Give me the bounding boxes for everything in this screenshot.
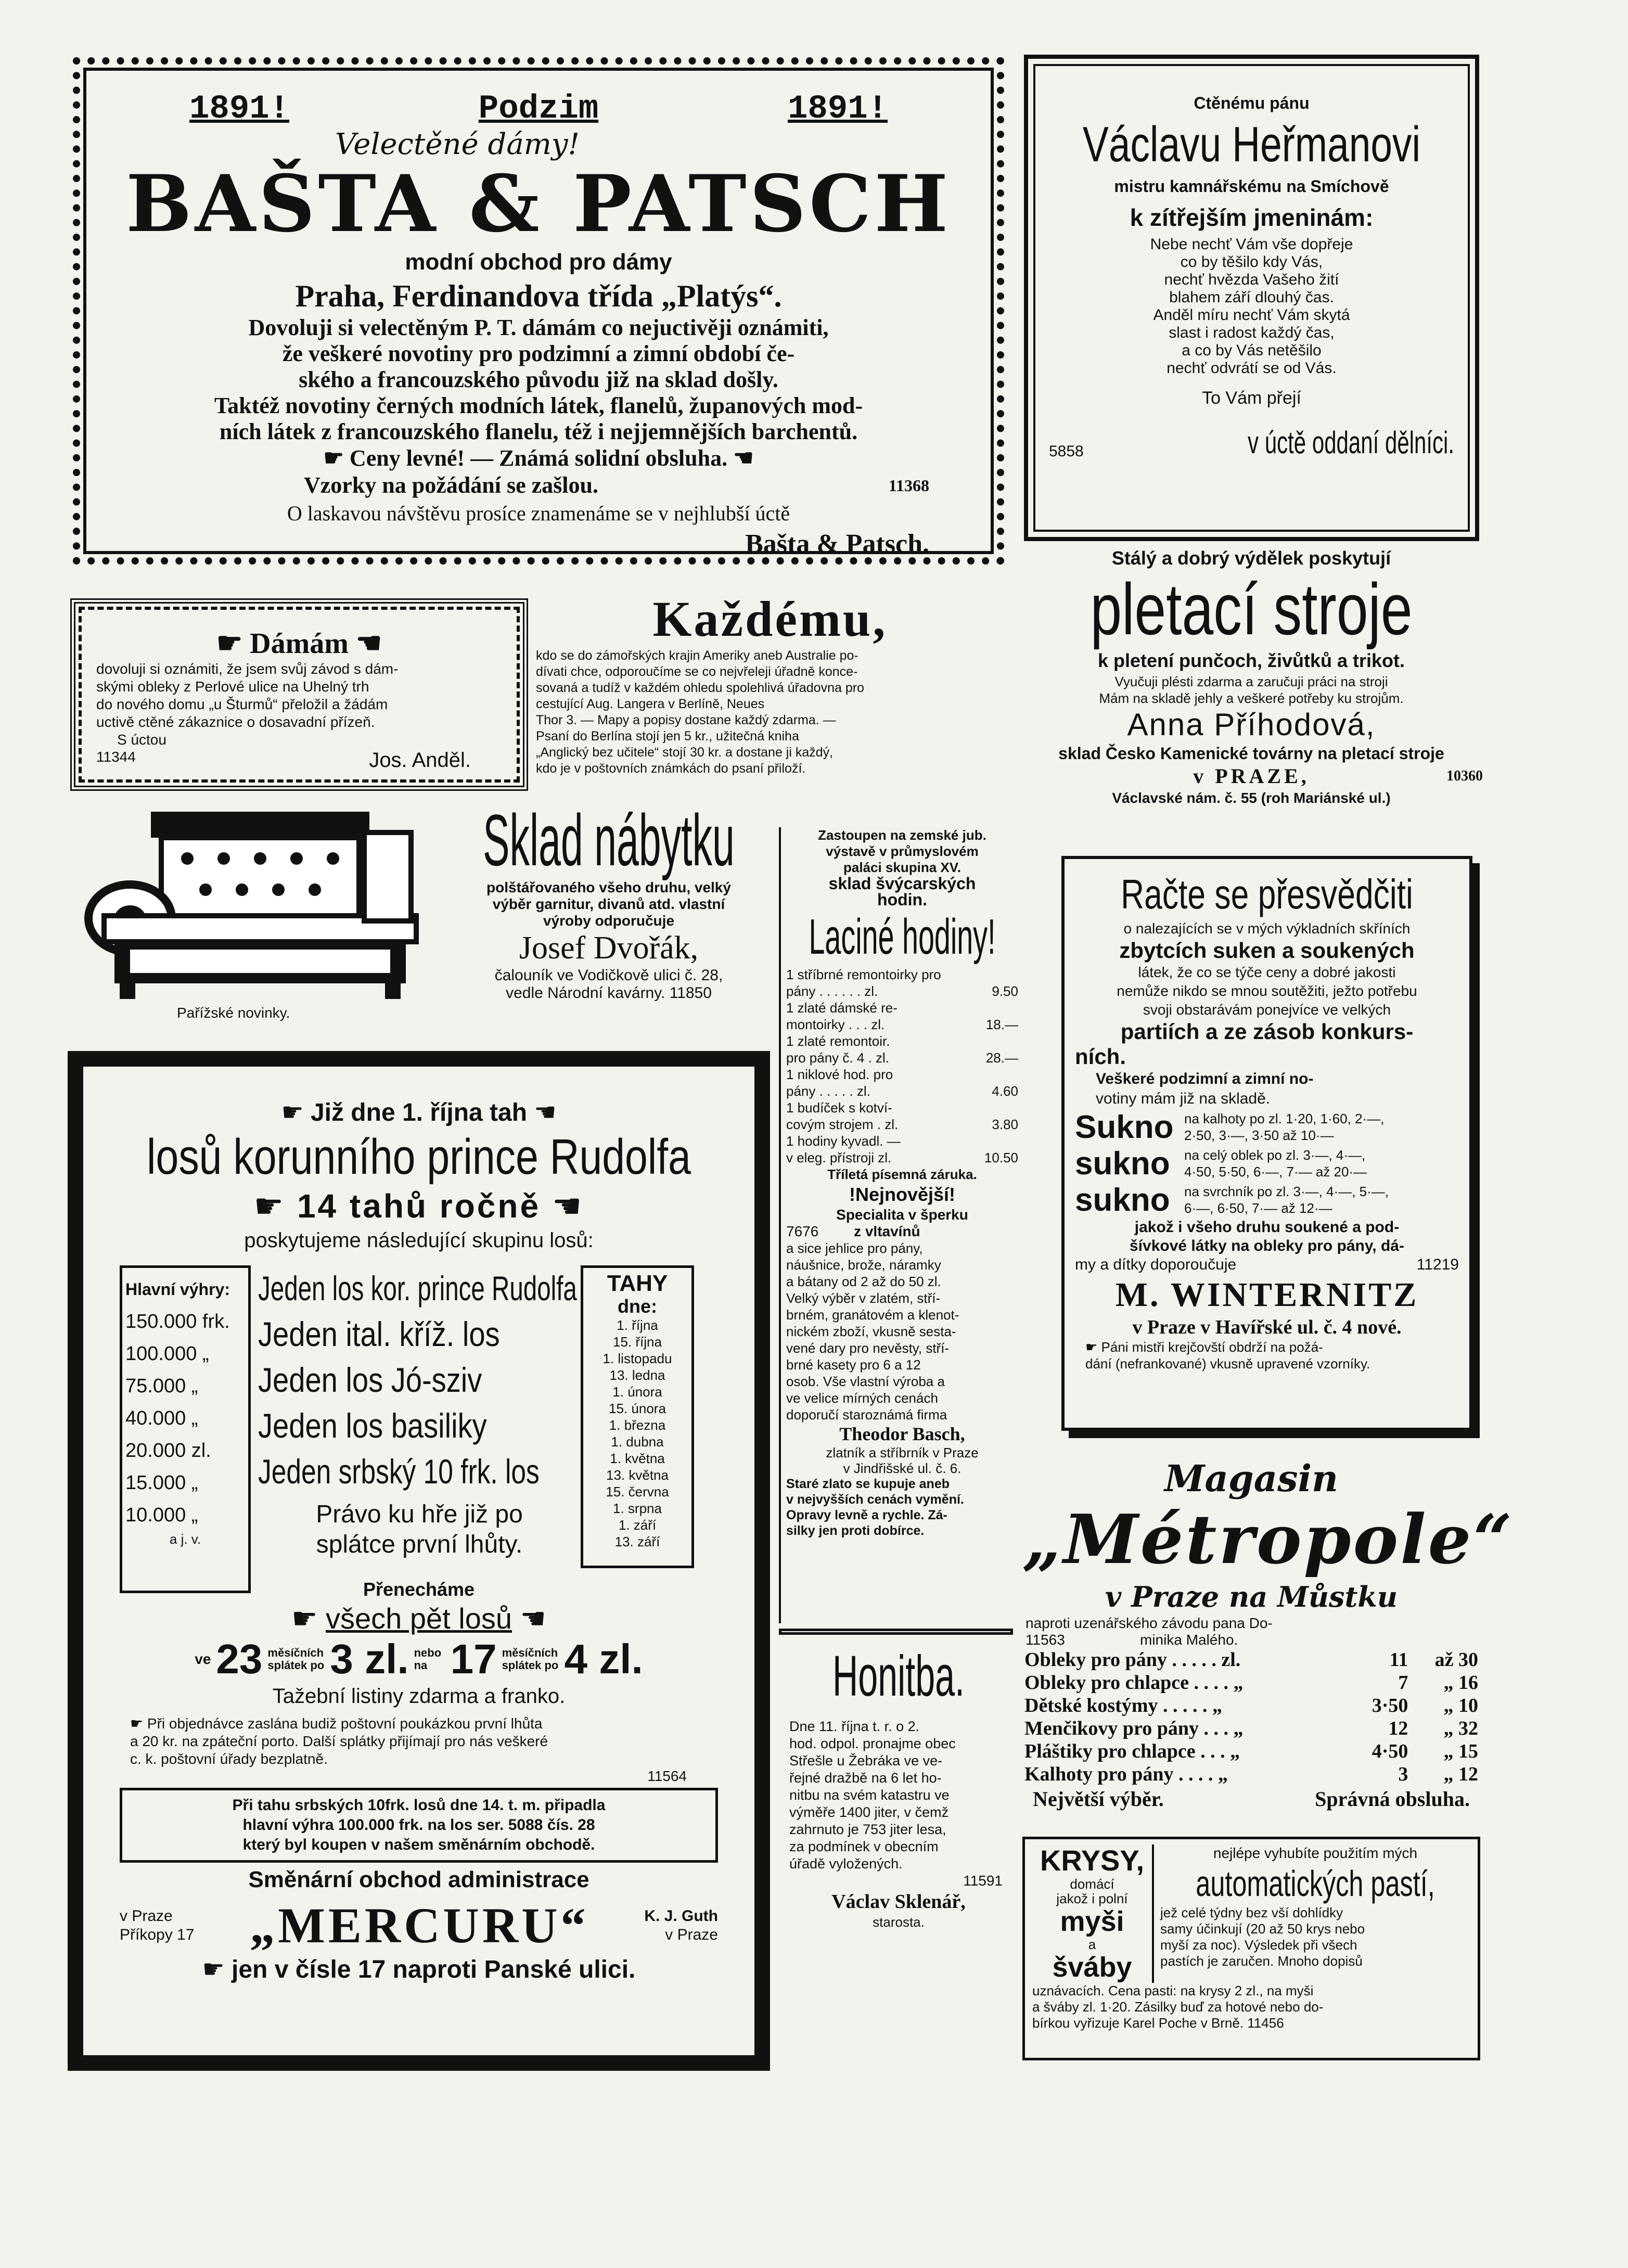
hodiny-ad: [779, 827, 1018, 1623]
damam-title: Dámám: [250, 627, 349, 660]
text-top: nejlépe vyhubíte použitím mých: [1213, 1845, 1418, 1861]
header: Stálý a dobrý výdělek poskytují: [1111, 547, 1391, 569]
prices-note: Ceny levné! — Známá solidní obsluha.: [349, 445, 728, 471]
table-row: Kalhoty pro pány . . . . „ 3 „ 12: [1024, 1763, 1478, 1785]
address-2: vedle Národní kavárny.: [506, 984, 665, 1002]
kazdemu-text: kdo se do zámořských krajin Ameriky aneb Australie po- dívati chce, odporoučíme se co nejvřeleji úřadně konce- sovaná a tudíž v každém ohledu spolehlivá úřadovna pro cestující Aug. Langera v Berlíně, Neues Thor 3. — Mapy a popisy dostane každý zdarma. — Psaní do Berlína stojí jen 5 kr., užitečná kniha „Anglický bez učitele“ stojí 30 kr. a dostane ji každý, kdo je v poštovních známkách do psaní přiloží.: [536, 648, 864, 776]
exhibition-note: Zastoupen na zemské jub. výstavě v průmyslovém paláci skupina XV. sklad švýcarských hodin.: [818, 827, 986, 909]
title: losů korunního prince Rudolfa: [147, 1129, 691, 1185]
shop-type: modní obchod pro dámy: [405, 249, 672, 275]
addressee-name: Václavu Heřmanovi: [1082, 117, 1421, 172]
jeweler-name: Theodor Basch,: [839, 1424, 965, 1444]
guth: K. J. Guth: [644, 1907, 718, 1925]
year-left: 1891!: [189, 91, 290, 128]
krysy-text: jež celé týdny bez vší dohlídky samy účinkují (20 až 50 krys nebo myší za noc). Výsledek při všech pastích je zaručen. Mnoho dopisů: [1160, 1905, 1365, 1969]
pointing-hand-icon: ☚: [520, 1602, 546, 1635]
ad-number: 5858: [1049, 443, 1084, 460]
jeweler-address: v Jindřišské ul. č. 6.: [843, 1460, 962, 1476]
hermann-greeting-ad: [1024, 55, 1479, 541]
kazdemu-title: Každému,: [652, 591, 888, 647]
footer-right: Správná obsluha.: [1315, 1787, 1470, 1811]
samples-note: Vzorky na požádání se zašlou.: [304, 472, 598, 498]
title: Sklad nábytku: [483, 799, 735, 881]
respect: S úctou: [117, 732, 166, 748]
damam-ad: [70, 598, 528, 791]
krysy-ad: [1022, 1837, 1480, 2060]
intro-2: minika Malého.: [1140, 1632, 1238, 1648]
ad-number: 11850: [669, 984, 712, 1002]
also-3: my a dítky doporoučuje: [1075, 1256, 1237, 1273]
role: starosta.: [873, 1914, 925, 1930]
seller-name: Anna Příhodová,: [1127, 707, 1376, 742]
factory: sklad Česko Kamenické továrny na pletací stroje: [1058, 744, 1444, 763]
pests-list: KRYSY, domácí jakož i polní myši a šváby: [1032, 1844, 1154, 1983]
prizes-box: Hlavní výhry: 150.000 frk. 100.000 „ 75.000 „ 40.000 „ 20.000 zl. 15.000 „ 10.000 „ a j. v.: [120, 1265, 251, 1593]
order-text: ☛ Při objednávce zaslána budiž poštovní poukázkou první lhůta a 20 kr. na zpáteční porto. Další splátky přijímají pro nás veškeré c. k. poštovní úřady bezplatně.: [130, 1715, 548, 1767]
caption: Pařížské novinky.: [177, 1005, 290, 1021]
bottom-line: jen v čísle 17 naproti Panské ulici.: [232, 1956, 636, 1983]
kazdemu-ad: [536, 591, 1004, 796]
metropole-ad: [1022, 1457, 1515, 1821]
top-line: Již dne 1. října tah: [310, 1099, 528, 1126]
smenarni: Směnární obchod administrace: [248, 1867, 589, 1892]
address: Václavské nám. č. 55 (roh Mariánské ul.): [1112, 790, 1391, 806]
note-2: dání (nefrankované) vkusně upravené vzorníky.: [1085, 1356, 1370, 1372]
five-lots: všech pět losů: [326, 1602, 512, 1635]
ad-number: 11563: [1025, 1632, 1065, 1648]
ad-number: 11219: [1416, 1256, 1459, 1273]
honitba-text: Dne 11. října t. r. o 2. hod. odpol. pronajme obec Střešle u Žebráka ve ve- řejné dražbě na 6 let ho- nitbu na svém katastru ve výměře 1400 jiter, v čemž zahrnuto je 753 jiter lesa, za podmínek v obecním úřadě vyložených.: [789, 1719, 956, 1872]
closing: O laskavou návštěvu prosíce znamenáme se v nejhlubší úctě: [287, 502, 790, 525]
season: Podzim: [478, 91, 599, 128]
pointing-hand-icon: ☚: [534, 1099, 557, 1126]
old-gold-note: Staré zlato se kupuje aneb v nejvyšších cenách vymění. Opravy levně a rychle. Zá- silky jen proti dobírce.: [786, 1477, 964, 1538]
tahy-box: TAHY dne: 1. října 15. října 1. listopadu 13. ledna 1. února 15. února 1. března 1. dubna 1. května 13. května 15. června 1. srpna 1. září 13. září: [581, 1265, 694, 1568]
prices: 1 stříbrné remontoirky pro pány . . . . . . zl. 9.50 1 zlaté dámské re- montoirky . . . zl. 18.— 1 zlaté remontoir. pro pány č. 4 . zl. 28.— 1 niklové hod. pro pány . . . . . zl. 4.60 1 budíček s kotví- covým strojem . zl. 3.80 1 hodiny kyvadl. — v eleg. přístroji zl. 10.50 Tříletá písemná záruka.: [786, 967, 1018, 1182]
signature: v úctě oddaní dělníci.: [1248, 425, 1454, 460]
merchant-name: M. WINTERNITZ: [1115, 1276, 1419, 1314]
wish: To Vám přejí: [1202, 388, 1301, 408]
pletaci-stroje-ad: [1020, 546, 1483, 838]
pointing-hand-icon: ☚: [733, 445, 754, 471]
tazebni: Tažební listiny zdarma a franko.: [272, 1685, 566, 1708]
novelty: !Nejnovější!: [849, 1184, 956, 1205]
presvedciti-ad: [1061, 856, 1472, 1431]
addressee-label: Ctěnému pánu: [1194, 94, 1310, 112]
signature: Bašta & Patsch.: [745, 529, 929, 559]
pointing-hand-icon: ☛: [291, 1602, 318, 1635]
pointing-hand-icon: ☛: [253, 1187, 286, 1225]
ad-number: 11344: [96, 749, 136, 765]
sofa-illustration: [73, 801, 437, 1020]
basta-patsch-ad: [73, 57, 1004, 565]
also-2: šívkové látky na obleky pro pány, dá-: [1130, 1237, 1404, 1254]
pointing-hand-icon: ☚: [355, 627, 382, 660]
pletaci-text: Vyučuji plésti zdarma a zaručuji práci na stroji Mám na skladě jehly a veškeré potřeby ku strojům.: [1099, 674, 1404, 706]
novelty-2: votiny mám již na skladě.: [1096, 1090, 1271, 1107]
owner: Josef Dvořák,: [519, 930, 699, 966]
jeweler-trade: zlatník a stříbrník v Praze: [826, 1445, 979, 1460]
prikopy: Příkopy 17: [120, 1926, 195, 1943]
jewelry-text: a sice jehlice pro pány, náušnice, brože, náramky a bátany od 2 až do 50 zl. Velký výběr v zlatém, stří- brném, granátovém a klenot- nickém zboží, vkusně sesta- vené dary pro nevěsty, stří- brné kasety pro 6 a 12 osob. Vše vlastní výroba a ve velice mírných cenách doporučí staroznámá firma: [786, 1240, 959, 1423]
table-row: Obleky pro pány . . . . . zl. 11 až 30: [1024, 1649, 1478, 1671]
losy-ad: [68, 1051, 770, 2071]
address: čalouník ve Vodičkově ulici č. 28,: [494, 967, 723, 984]
footer-left: Největší výběr.: [1033, 1787, 1164, 1811]
note: Páni mistři krejčovští obdrží na požá-: [1101, 1339, 1323, 1355]
prenechame: Přenecháme: [363, 1579, 475, 1600]
pointing-hand-icon: ☛: [281, 1099, 304, 1126]
year-right: 1891!: [787, 91, 888, 128]
intro: naproti uzenářského závodu pana Do-: [1025, 1615, 1273, 1631]
profession: mistru kamnářskému na Smíchově: [1114, 177, 1389, 196]
order-number: 11564: [647, 1768, 687, 1784]
novelty: Veškeré podzimní a zimní no-: [1096, 1070, 1314, 1087]
sukno-rows: Sukno na kalhoty po zl. 1·20, 1·60, 2·—, 2·50, 3·—, 3·50 až 10·— sukno na celý oblek po zl. 3·—, 4·—, 4·50, 5·50, 6·—, 7·— až 20·— sukno na svrchník po zl. 3·—, 4·—, 5·—, 6·—, 6·50, 7·— až 12·—: [1075, 1109, 1389, 1218]
honitba-ad: [779, 1629, 1018, 2060]
merchant-address: v Praze v Havířské ul. č. 4 nové.: [1132, 1316, 1402, 1338]
pointing-hand-icon: ☛: [202, 1956, 225, 1983]
specialty: Specialita v šperku: [836, 1207, 968, 1223]
title: Honitba.: [832, 1644, 965, 1708]
price-table: [1022, 1648, 1480, 1786]
occasion: k zítřejším jmeninám:: [1130, 204, 1374, 231]
ad-number: 7676: [786, 1223, 819, 1239]
ad-number: 10360: [1446, 768, 1483, 784]
title: automatických pastí,: [1196, 1863, 1435, 1904]
intro: o nalezajících se v mých výkladních skříních zbytcích suken a soukených látek, že co se týče ceny a dobré jakosti nemůže nikdo se mnou soutěžiti, ježto potřebu svoji obstarávám ponejvíce ve velkých partiích a ze zásob konkurs- ních.: [1075, 920, 1417, 1069]
damam-text: dovoluji si oznámiti, že jsem svůj závod s dám- skými obleky z Perlové ulice na Uhelný trh do nového domu „u Šturmů“ přeložil a žádám uctivě ctěné zákaznice o dosavadní přízeň.: [96, 661, 399, 730]
installments: ve 23 měsíčních splátek po 3 zl. nebo na 17 měsíčních splátek po 4 zl.: [195, 1636, 643, 1682]
draws-count: 14 tahů ročně: [297, 1187, 541, 1225]
ad-number: 11368: [888, 476, 929, 495]
title: pletací stroje: [1090, 568, 1413, 650]
company-name: BAŠTA & PATSCH: [125, 158, 952, 250]
pointing-hand-icon: ☛: [1085, 1339, 1098, 1355]
also: jakož i všeho druhu soukené a pod-: [1134, 1219, 1400, 1236]
title: Laciné hodiny!: [809, 909, 996, 965]
ad-number: 11591: [963, 1873, 1003, 1889]
subtitle: k pletení punčoch, živůtků a trikot.: [1097, 650, 1405, 671]
verse: Nebe nechť Vám vše dopřeje co by těšilo kdy Vás, nechť hvězda Vašeho žití blahem září dlouhý čas. Anděl míru nechť Vám skytá slast i radost každý čas, a co by Vás netěšilo nechť odvrátí se od Vás.: [1150, 236, 1353, 377]
lots-list: Jeden los kor. prince Rudolfa Jeden ital. kříž. los Jeden los Jó-sziv Jeden los basiliky Jeden srbský 10 frk. los Právo ku hře již po splátce první lhůty.: [258, 1269, 577, 1558]
nabytek-ad: [442, 801, 775, 1025]
place: v Praze na Můstku: [1105, 1580, 1398, 1613]
name: „Métropole“: [1022, 1500, 1515, 1579]
greeting: Velectěné dámy!: [335, 127, 580, 161]
pointing-hand-icon: ☚: [552, 1187, 584, 1225]
pointing-hand-icon: ☛: [323, 445, 344, 471]
signature: Jos. Anděl.: [369, 749, 471, 772]
magasin: Magasin: [1164, 1457, 1339, 1500]
vltavin: z vltavínů: [854, 1223, 920, 1239]
nabytek-text: polštářovaného všeho druhu, velký výběr garnitur, divanů atd. vlastní výroby odporučuje: [486, 879, 731, 929]
city: v PRAZE,: [1193, 764, 1310, 788]
praha-left: v Praze: [120, 1907, 173, 1925]
table-row: Pláštiky pro chlapce . . . „ 4·50 „ 15: [1024, 1740, 1478, 1762]
krysy-text-bottom: uznávacích. Cena pasti: na krysy 2 zl., na myši a šváby zl. 1·20. Zásilky buď za hotové nebo do- bírkou vyřizuje Karel Poche v Brně. 11456: [1032, 1983, 1324, 2031]
praha-right: v Praze: [665, 1926, 718, 1943]
title: Račte se přesvědčiti: [1121, 871, 1413, 917]
address: Praha, Ferdinandova třída „Platýs“.: [295, 279, 782, 313]
pointing-hand-icon: ☛: [216, 627, 243, 660]
table-row: Obleky pro chlapce . . . . „ 7 „ 16: [1024, 1672, 1478, 1694]
win-box: Při tahu srbských 10frk. losů dne 14. t. m. připadla hlavní výhra 100.000 frk. na los ser. 5088 čís. 28 který byl koupen v našem směnárním obchodě.: [120, 1788, 718, 1863]
mercur-name: „MERCURU“: [250, 1898, 589, 1953]
announcement: Dovoluji si velectěným P. T. dámám co nejuctivěji oznámiti, že veškeré novotiny pro podzimní a zimní období če- ského a francouzského původu již na sklad došly. Taktéž novotiny černých modních látek, flanelů, županových mod- ních látek z francouzského flanelu, též i nejjemnějších barchentů.: [214, 315, 863, 444]
table-row: Menčikovy pro pány . . . „ 12 „ 32: [1024, 1718, 1478, 1739]
table-row: Dětské kostýmy . . . . . „ 3·50 „ 10: [1024, 1695, 1478, 1716]
sofa-icon: [73, 801, 437, 1009]
signature: Václav Sklenář,: [831, 1891, 966, 1913]
offer: poskytujeme následující skupinu losů:: [244, 1229, 594, 1252]
pointing-hand-icon: ☛: [130, 1715, 144, 1732]
